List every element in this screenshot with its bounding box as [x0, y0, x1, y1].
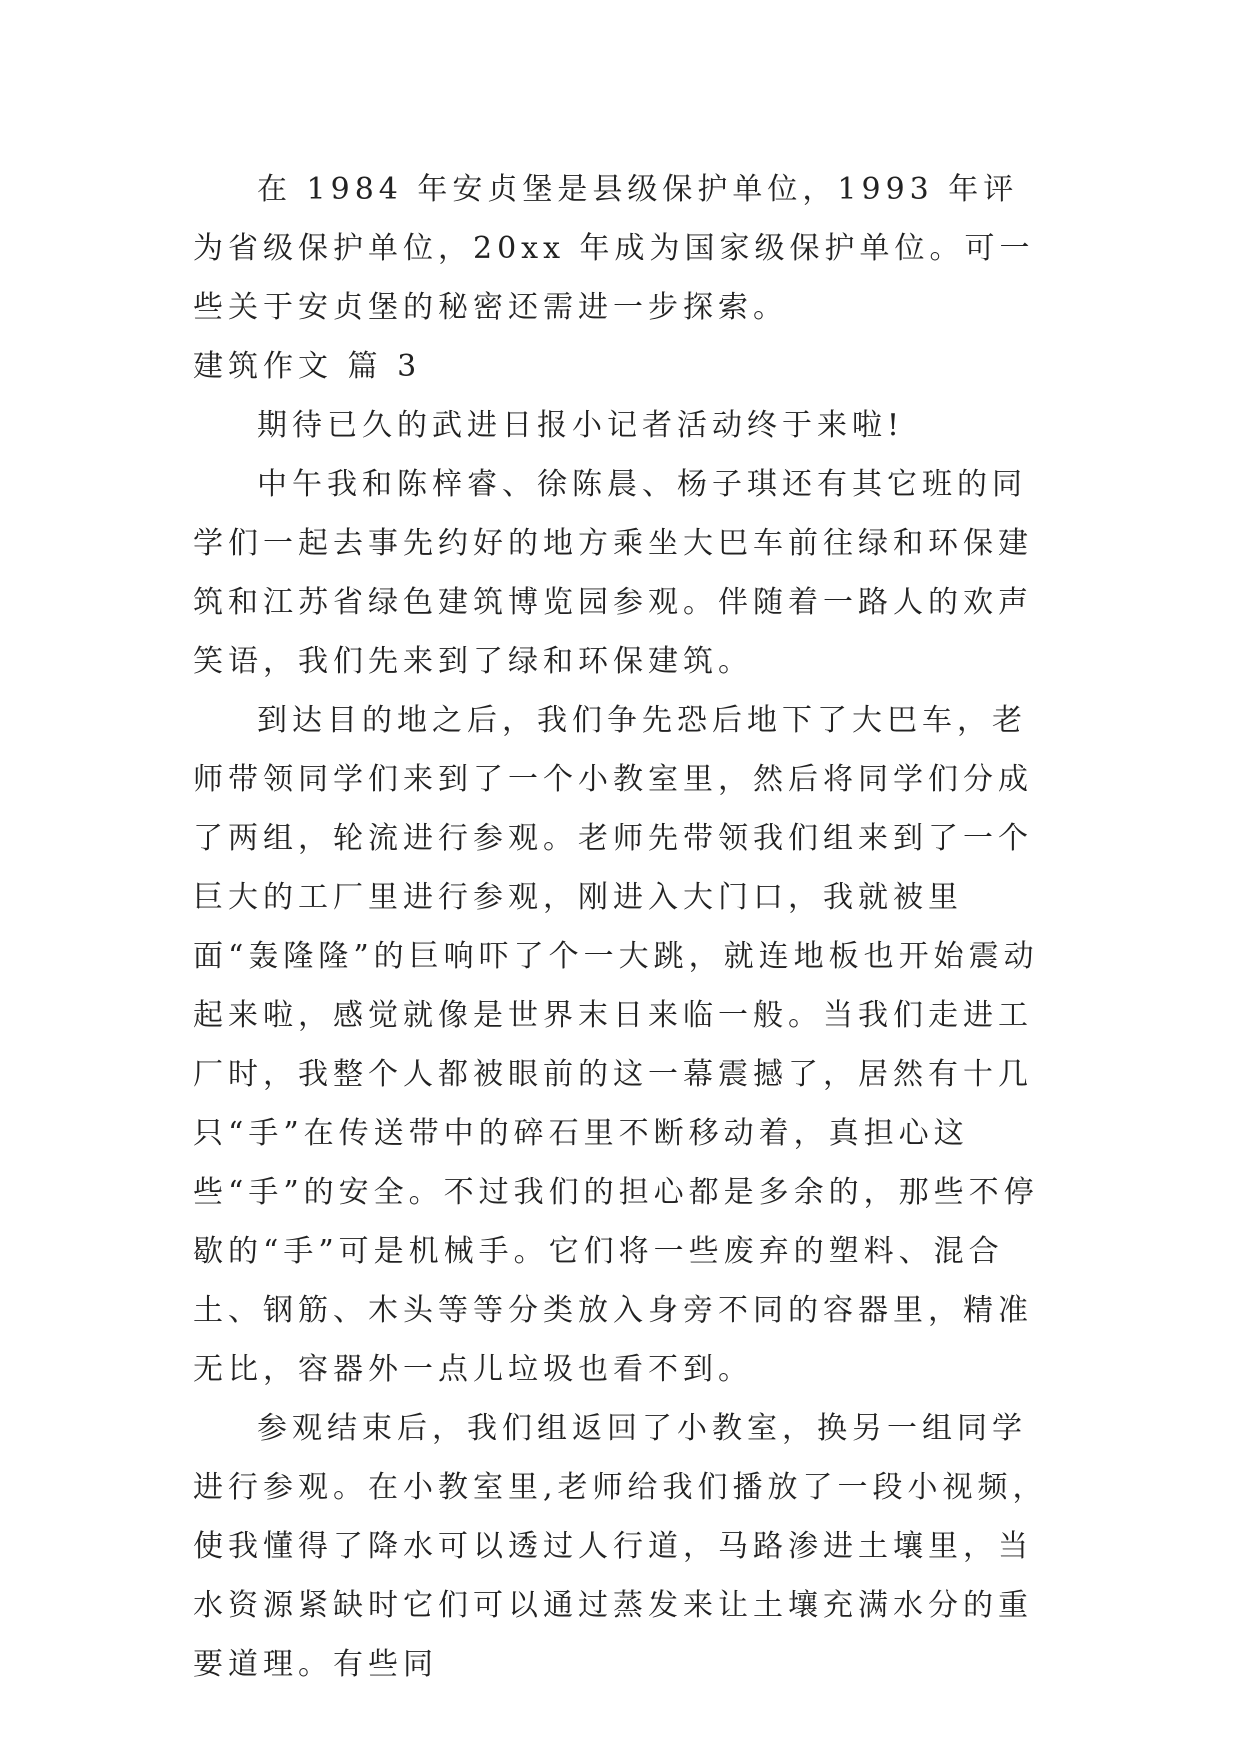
paragraph-factory-visit: 到达目的地之后，我们争先恐后地下了大巴车，老师带领同学们来到了一个小教室里，然后将同学们分成了两组，轮流进行参观。老师先带领我们组来到了一个巨大的工厂里进行参观，刚进入大门口，我就被里面“轰隆隆”的巨响吓了个一大跳，就连地板也开始震动起来啦，感觉就像是世界末日来临一般。当我们走进工厂时，我整个人都被眼前的这一幕震撼了，居然有十几只“手”在传送带中的碎石里不断移动着，真担心这些“手”的安全。不过我们的担心都是多余的，那些不停歇的“手”可是机械手。它们将一些废弃的塑料、混合土、钢筋、木头等等分类放入身旁不同的容器里，精准无比，容器外一点儿垃圾也看不到。 [193, 703, 1039, 1387]
document-body [193, 160, 1051, 1694]
paragraph-noon-trip: 中午我和陈梓睿、徐陈晨、杨子琪还有其它班的同学们一起去事先约好的地方乘坐大巴车前往绿和环保建筑和江苏省绿色建筑博览园参观。伴随着一路人的欢声笑语，我们先来到了绿和环保建筑。 [193, 467, 1033, 679]
section-heading: 建筑作文 篇 3 [193, 349, 422, 384]
paragraph-classroom-video: 参观结束后，我们组返回了小教室，换另一组同学进行参观。在小教室里,老师给我们播放了一段小视频，使我懂得了降水可以透过人行道，马路渗进土壤里，当水资源紧缺时它们可以通过蒸发来让土壤充满水分的重要道理。有些同 [193, 1411, 1048, 1682]
paragraph-opening: 期待已久的武进日报小记者活动终于来啦! [257, 408, 905, 443]
paragraph-intro: 在 1984 年安贞堡是县级保护单位，1993 年评为省级保护单位，20xx 年成为国家级保护单位。可一些关于安贞堡的秘密还需进一步探索。 [193, 172, 1035, 325]
